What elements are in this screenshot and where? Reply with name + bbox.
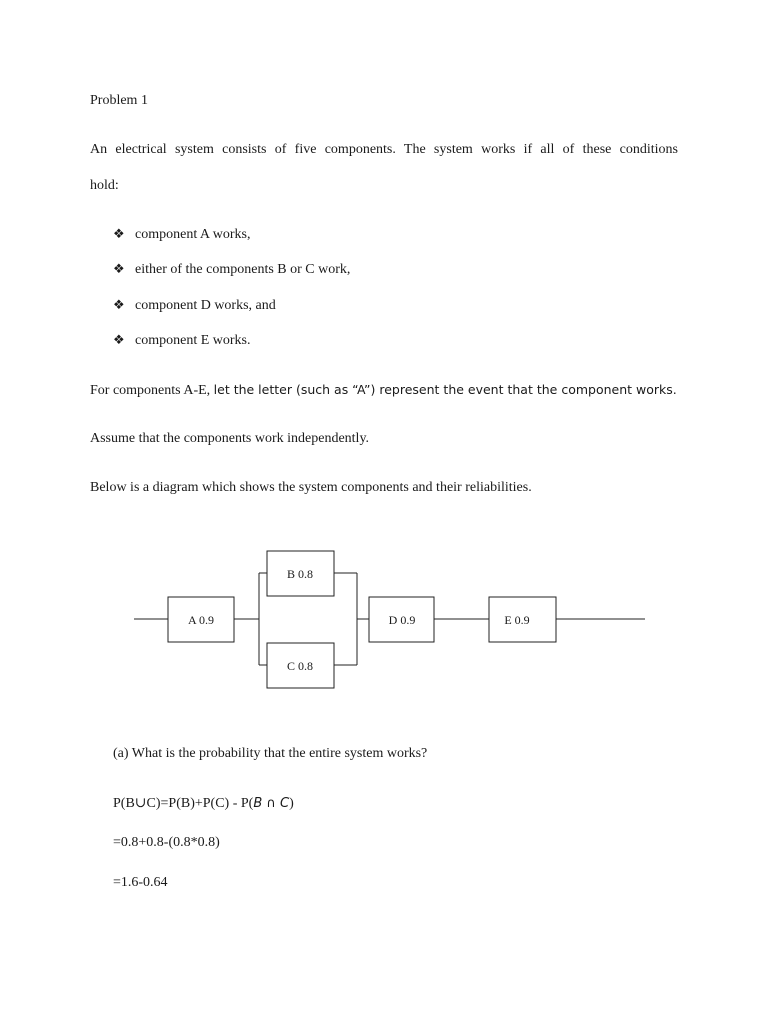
calculation-step-2: =1.6-0.64 (113, 875, 168, 890)
intro-paragraph-line2: hold: (90, 178, 119, 193)
diamond-bullet-icon: ❖ (113, 262, 125, 277)
events-prefix: For components A-E, (90, 383, 214, 398)
events-rest: let the letter (such as “A”) represent the event that the component works. (213, 382, 677, 397)
union-formula (113, 795, 294, 812)
calculation-step-1: =0.8+0.8-(0.8*0.8) (113, 835, 220, 850)
diamond-bullet-icon: ❖ (113, 333, 125, 348)
diamond-bullet-icon: ❖ (113, 227, 125, 242)
condition-text: either of the components B or C work, (135, 262, 351, 277)
component-b-label: B 0.8 (286, 567, 314, 581)
formula-prefix: P(B∪C)=P(B)+P(C) - P( (113, 796, 254, 811)
component-d-label: D 0.9 (388, 613, 416, 627)
condition-text: component E works. (135, 333, 251, 348)
diamond-bullet-icon: ❖ (113, 298, 125, 313)
formula-intersection: B ∩ C (253, 796, 290, 811)
formula-suffix: ) (289, 796, 294, 811)
question-a: (a) What is the probability that the entire system works? (113, 746, 428, 761)
intro-paragraph-line1: An electrical system consists of five components. The system works if all of these conditions (90, 142, 678, 157)
independence-statement: Assume that the components work independently. (90, 431, 370, 446)
condition-text: component D works, and (135, 298, 276, 313)
problem-title: Problem 1 (90, 93, 148, 108)
component-c-label: C 0.8 (286, 659, 314, 673)
condition-text: component A works, (135, 227, 251, 242)
component-e-label: E 0.9 (504, 613, 530, 627)
component-a-label: A 0.9 (187, 613, 215, 627)
diagram-intro: Below is a diagram which shows the system components and their reliabilities. (90, 480, 532, 495)
